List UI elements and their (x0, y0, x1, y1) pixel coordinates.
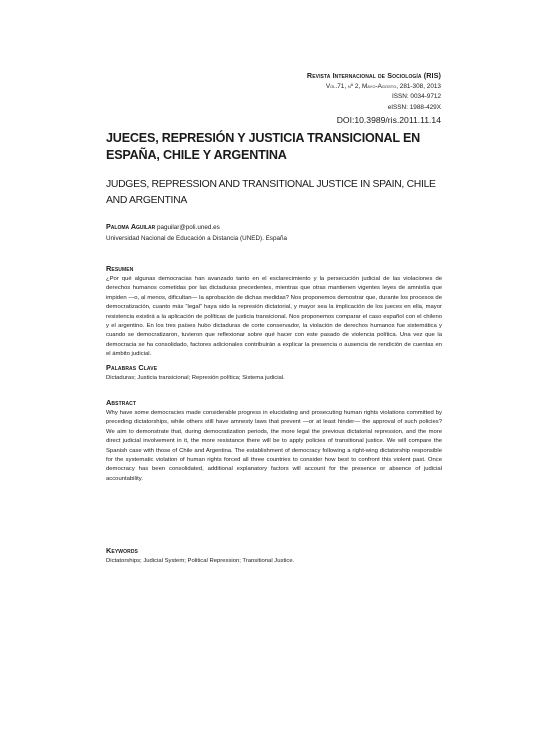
keywords-text: Dictatorships; Judicial System; Political Repression; Transitional Justice. (106, 558, 295, 564)
journal-doi[interactable]: DOI:10.3989/ris.2011.11.14 (336, 115, 441, 126)
author-affiliation: Universidad Nacional de Educación a Distancia (UNED). España (106, 234, 287, 242)
abstract-text: Why have some democracies made considerable progress in elucidating and prosecuting human rights violations committed by preceding dictatorships, while others still have amnesty laws that prevent —or at least hinder— the approval of such policies? We aim to demonstrate that, during democratization periods, the more legal the previous dictatorial repression, and the more direct judicial involvement in it, the more resistance there will be to apply policies of transitional justice. We will compare the Spanish case with those of Chile and Argentina. The establishment of democracy following a right-wing dictatorship responsible for the systematic violation of human rights forced all three countries to consider how best to confront this violent past. Once democracy has been consolidated, additional explanatory factors will account for the presence or absence of judicial accountability. (106, 410, 442, 482)
journal-volume: Vol.71, nº 2, Mayo-Agosto, 281-308, 2013 (325, 82, 441, 90)
journal-name: Revista Internacional de Sociología (RIS) (306, 71, 441, 80)
article-title-english: JUDGES, REPRESSION AND TRANSITIONAL JUSTICE IN SPAIN, CHILE AND ARGENTINA (106, 179, 436, 206)
journal-issn: ISSN: 0034-9712 (391, 93, 441, 101)
article-title-spanish: JUECES, REPRESIÓN Y JUSTICIA TRANSICIONAL EN ESPAÑA, CHILE Y ARGENTINA (106, 131, 421, 162)
resumen-heading: Resumen (106, 264, 134, 273)
keywords-heading: Keywords (106, 546, 138, 555)
author-name: Paloma Aguilar (106, 222, 156, 231)
palabras-clave-heading: Palabras Clave (106, 363, 158, 372)
abstract-heading: Abstract (106, 398, 137, 407)
journal-eissn: eISSN: 1988-429X (387, 103, 441, 111)
journal-header (307, 71, 441, 127)
palabras-clave-text: Dictaduras; Justicia transicional; Represión política; Sistema judicial. (106, 375, 285, 381)
author-email[interactable]: paguilar@poli.uned.es (156, 224, 220, 231)
resumen-text: ¿Por qué algunas democracias han avanzado tanto en el esclarecimiento y la persecución judicial de las violaciones de derechos humanos cometidas por las dictaduras precedentes, mientras que otras mantienen vigentes leyes de amnistía que impiden —o, al menos, dificultan— la aprobación de dichas medidas? Nos proponemos demostrar que, durante los procesos de democratización, cuanto más “legal” haya sido la represión dictatorial, y mayor sea la implicación de los jueces en ella, mayor resistencia existirá a la aplicación de políticas de justicia transicional. Nos proponemos comparar el caso español con el chileno y el argentino. En los tres países hubo dictaduras de corte conservador, la violación de derechos humanos fue sistemática y cuando se democratizaron, tuvieron que reflexionar sobre qué hacer con este pasado de violencia política. Una vez que la democracia se ha consolidado, factores adicionales contribuirán a explicar la presencia o ausencia de rendición de cuentas en el ámbito judicial. (106, 276, 442, 358)
author-block (106, 222, 446, 244)
